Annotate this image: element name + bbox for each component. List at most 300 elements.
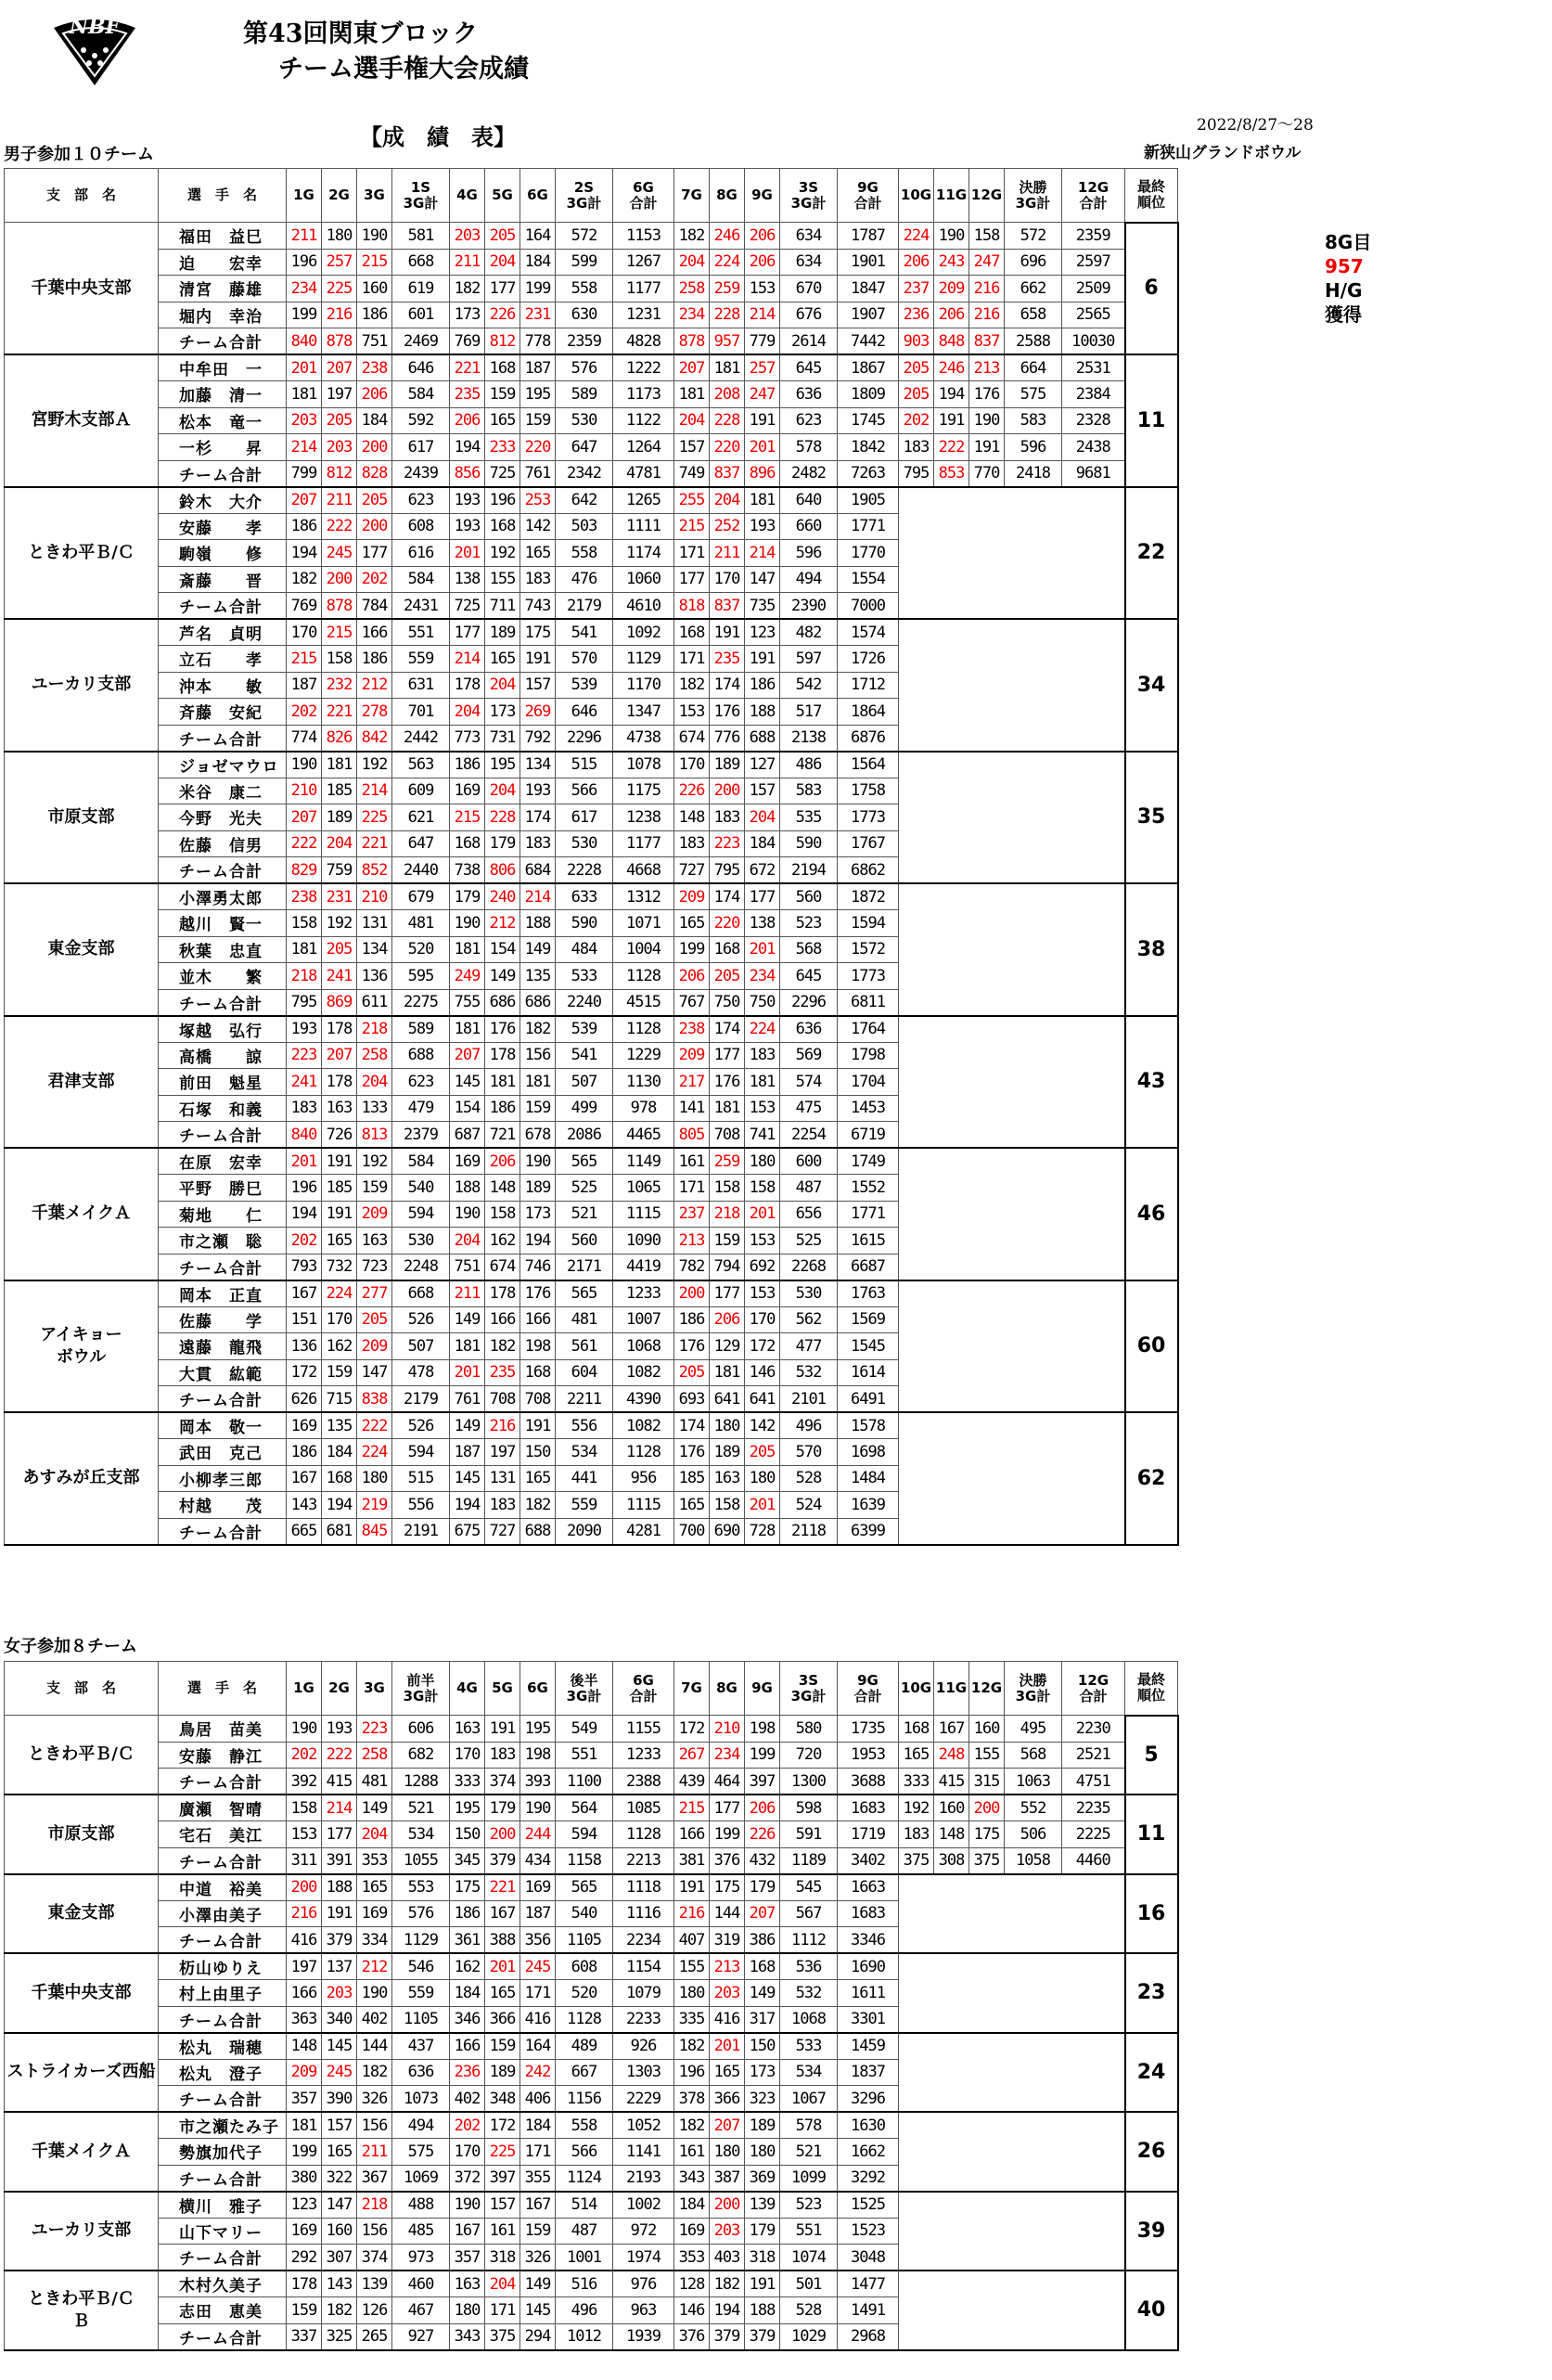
player-row [5, 752, 1178, 778]
empty-cell [1062, 1148, 1125, 1175]
score-cell: 749 [674, 460, 710, 487]
score-cell: 170 [450, 2139, 485, 2166]
player-row [5, 1042, 1178, 1069]
score-cell: 234 [287, 276, 322, 302]
col-header [1062, 1662, 1125, 1716]
score-cell: 183 [520, 830, 556, 857]
score-cell: 211 [322, 487, 357, 514]
score-cell: 570 [556, 646, 613, 673]
score-cell: 4419 [613, 1254, 674, 1280]
score-cell: 367 [357, 2165, 392, 2192]
nbf-logo [48, 15, 141, 89]
score-cell: 641 [710, 1386, 745, 1413]
score-cell: 640 [780, 487, 838, 514]
score-cell: 434 [520, 1847, 556, 1874]
score-cell: 181 [485, 1069, 520, 1096]
score-cell: 182 [357, 2059, 392, 2086]
score-cell: 194 [934, 381, 969, 408]
score-cell: 1128 [556, 2006, 613, 2033]
empty-cell [969, 1953, 1005, 1980]
score-cell: 167 [520, 2192, 556, 2219]
empty-cell [934, 1201, 969, 1228]
score-cell: 138 [745, 910, 780, 937]
score-cell: 343 [674, 2165, 710, 2192]
score-cell: 194 [287, 1201, 322, 1228]
score-cell: 187 [520, 1900, 556, 1927]
player-row [5, 276, 1178, 302]
score-cell: 222 [322, 513, 357, 540]
score-cell: 307 [322, 2245, 357, 2271]
score-cell: 207 [287, 804, 322, 831]
score-cell: 2090 [556, 1518, 613, 1545]
col-header-text: 4G [456, 1679, 478, 1696]
col-header [745, 169, 780, 223]
empty-cell [934, 1927, 969, 1954]
score-cell: 1004 [613, 936, 674, 963]
empty-cell [1005, 2297, 1062, 2324]
score-cell: 1953 [838, 1742, 899, 1769]
empty-cell [1062, 936, 1125, 963]
score-cell: 1058 [1005, 1847, 1062, 1874]
col-header-text: 3G計 [403, 1687, 439, 1705]
col-header-text: 後半 [570, 1671, 598, 1689]
score-cell: 1484 [838, 1465, 899, 1492]
score-cell: 232 [322, 672, 357, 699]
score-cell: 6862 [838, 857, 899, 884]
score-cell: 215 [450, 804, 485, 831]
empty-cell [1005, 725, 1062, 752]
col-header [674, 1662, 710, 1716]
score-cell: 184 [520, 249, 556, 276]
empty-cell [1005, 1148, 1062, 1175]
score-cell: 750 [745, 989, 780, 1016]
score-cell: 2388 [613, 1769, 674, 1795]
score-cell: 193 [322, 1716, 357, 1743]
score-cell: 269 [520, 699, 556, 726]
score-cell: 611 [357, 989, 392, 1016]
empty-cell [1062, 1874, 1125, 1901]
score-cell: 379 [322, 1927, 357, 1954]
score-cell: 129 [710, 1333, 745, 1360]
score-cell: 566 [556, 778, 613, 804]
empty-cell [1005, 1412, 1062, 1439]
col-header-text: 3G計 [790, 194, 827, 212]
empty-cell [1005, 2006, 1062, 2033]
empty-cell [1005, 752, 1062, 778]
score-cell: 375 [899, 1847, 934, 1874]
col-header-text: 3S [798, 178, 819, 196]
score-cell: 572 [1005, 223, 1062, 250]
score-cell: 686 [520, 989, 556, 1016]
final-rank: 38 [1125, 883, 1178, 1016]
empty-cell [1005, 1306, 1062, 1333]
score-cell: 204 [357, 1069, 392, 1096]
col-header-text: 9G [857, 1671, 879, 1689]
score-cell: 1312 [613, 883, 674, 910]
player-name: 中道 裕美 [159, 1874, 287, 1901]
score-cell: 2118 [780, 1518, 838, 1545]
score-cell: 207 [450, 1042, 485, 1069]
col-header [899, 1662, 934, 1716]
score-cell: 539 [556, 672, 613, 699]
score-cell: 806 [485, 857, 520, 884]
score-cell: 599 [556, 249, 613, 276]
score-cell: 133 [357, 1095, 392, 1122]
empty-cell [969, 1900, 1005, 1927]
score-cell: 416 [520, 2006, 556, 2033]
score-cell: 581 [392, 223, 450, 250]
score-cell: 177 [322, 1821, 357, 1848]
player-name: チーム合計 [159, 2165, 287, 2192]
score-cell: 623 [392, 487, 450, 514]
score-cell: 3688 [838, 1769, 899, 1795]
score-cell: 218 [357, 2192, 392, 2219]
score-cell: 578 [780, 434, 838, 461]
branch-name: ユーカリ支部 [5, 619, 159, 752]
score-cell: 1116 [613, 1900, 674, 1927]
score-cell: 238 [357, 354, 392, 381]
score-cell: 169 [357, 1900, 392, 1927]
score-cell: 224 [357, 1439, 392, 1466]
empty-cell [1062, 1980, 1125, 2007]
score-cell: 191 [710, 619, 745, 646]
score-cell: 678 [520, 1122, 556, 1149]
score-cell: 183 [899, 434, 934, 461]
score-cell: 191 [969, 434, 1005, 461]
score-cell: 215 [287, 646, 322, 673]
score-cell: 180 [357, 1465, 392, 1492]
score-cell: 165 [520, 540, 556, 567]
empty-cell [1062, 672, 1125, 699]
score-cell: 569 [780, 1042, 838, 1069]
score-cell: 1264 [613, 434, 674, 461]
score-cell: 206 [674, 963, 710, 990]
player-name: チーム合計 [159, 2245, 287, 2271]
score-cell: 245 [520, 1953, 556, 1980]
score-cell: 530 [780, 1280, 838, 1307]
player-name: 安藤 孝 [159, 513, 287, 540]
score-cell: 201 [745, 434, 780, 461]
score-cell: 191 [322, 1148, 357, 1175]
score-cell: 171 [520, 2139, 556, 2166]
player-row [5, 381, 1178, 408]
score-cell: 154 [485, 936, 520, 963]
col-header-text: 合計 [1079, 1687, 1108, 1705]
score-cell: 731 [485, 725, 520, 752]
empty-cell [969, 672, 1005, 699]
score-cell: 674 [674, 725, 710, 752]
empty-cell [1005, 804, 1062, 831]
score-cell: 688 [745, 725, 780, 752]
score-cell: 173 [520, 1201, 556, 1228]
score-cell: 179 [450, 883, 485, 910]
score-cell: 181 [710, 1359, 745, 1386]
empty-cell [1005, 2086, 1062, 2113]
score-cell: 259 [710, 276, 745, 302]
score-cell: 363 [287, 2006, 322, 2033]
score-cell: 183 [710, 804, 745, 831]
empty-cell [934, 2323, 969, 2350]
score-cell: 343 [450, 2323, 485, 2350]
player-name: チーム合計 [159, 1122, 287, 1149]
player-name: 小柳孝三郎 [159, 1465, 287, 1492]
empty-cell [934, 1465, 969, 1492]
col-header [450, 169, 485, 223]
score-cell: 2431 [392, 593, 450, 620]
empty-cell [1062, 1201, 1125, 1228]
score-cell: 1007 [613, 1306, 674, 1333]
score-cell: 1771 [838, 1201, 899, 1228]
score-cell: 642 [556, 487, 613, 514]
empty-cell [1062, 752, 1125, 778]
score-cell: 137 [322, 1953, 357, 1980]
score-cell: 236 [450, 2059, 485, 2086]
empty-cell [934, 963, 969, 990]
score-cell: 201 [710, 2033, 745, 2060]
score-cell: 708 [710, 1122, 745, 1149]
score-cell: 187 [287, 672, 322, 699]
score-cell: 741 [745, 1122, 780, 1149]
empty-cell [899, 1386, 934, 1413]
score-cell: 795 [710, 857, 745, 884]
score-cell: 533 [780, 2033, 838, 2060]
score-cell: 153 [674, 699, 710, 726]
score-cell: 1156 [556, 2086, 613, 2113]
score-cell: 178 [485, 1280, 520, 1307]
score-cell: 238 [287, 883, 322, 910]
score-cell: 416 [287, 1927, 322, 1954]
score-cell: 149 [357, 1795, 392, 1821]
empty-cell [969, 1122, 1005, 1149]
empty-cell [899, 936, 934, 963]
empty-cell [1005, 1201, 1062, 1228]
player-name: 越川 賢一 [159, 910, 287, 937]
score-cell: 1594 [838, 910, 899, 937]
score-cell: 496 [780, 1412, 838, 1439]
score-cell: 7263 [838, 460, 899, 487]
empty-cell [969, 699, 1005, 726]
score-cell: 1153 [613, 223, 674, 250]
col-header-text: 12G [1077, 178, 1109, 196]
score-cell: 222 [287, 830, 322, 857]
score-cell: 957 [710, 328, 745, 355]
score-cell: 172 [287, 1359, 322, 1386]
empty-cell [969, 2139, 1005, 2166]
empty-cell [969, 1069, 1005, 1096]
score-cell: 228 [710, 407, 745, 434]
score-cell: 258 [357, 1042, 392, 1069]
score-cell: 165 [520, 1465, 556, 1492]
score-cell: 793 [287, 1254, 322, 1280]
score-cell: 1029 [780, 2323, 838, 2350]
score-cell: 163 [450, 2271, 485, 2297]
score-cell: 1122 [613, 407, 674, 434]
empty-cell [969, 566, 1005, 593]
score-cell: 252 [710, 513, 745, 540]
score-cell: 334 [357, 1927, 392, 1954]
score-cell: 183 [485, 1742, 520, 1769]
player-name: 並木 繁 [159, 963, 287, 990]
score-cell: 181 [745, 1069, 780, 1096]
score-cell: 353 [357, 1847, 392, 1874]
player-row [5, 989, 1178, 1016]
score-cell: 170 [450, 1742, 485, 1769]
empty-cell [969, 830, 1005, 857]
score-cell: 175 [969, 1821, 1005, 1848]
empty-cell [969, 1095, 1005, 1122]
score-cell: 246 [934, 354, 969, 381]
score-cell: 311 [287, 1847, 322, 1874]
score-cell: 218 [287, 963, 322, 990]
empty-cell [1062, 487, 1125, 514]
score-cell: 144 [357, 2033, 392, 2060]
score-cell: 416 [710, 2006, 745, 2033]
final-rank: 6 [1125, 223, 1178, 355]
player-row [5, 513, 1178, 540]
score-cell: 7000 [838, 593, 899, 620]
score-cell: 583 [780, 778, 838, 804]
score-cell: 641 [745, 1386, 780, 1413]
player-row [5, 1228, 1178, 1254]
score-cell: 355 [520, 2165, 556, 2192]
empty-cell [1062, 1042, 1125, 1069]
score-cell: 636 [780, 381, 838, 408]
player-row [5, 1254, 1178, 1280]
score-cell: 170 [710, 566, 745, 593]
score-cell: 1564 [838, 752, 899, 778]
score-cell: 1704 [838, 1069, 899, 1096]
player-row [5, 646, 1178, 673]
col-header [556, 169, 613, 223]
branch-name: 千葉メイクＡ [5, 1148, 159, 1280]
player-name: 平野 勝巳 [159, 1175, 287, 1202]
score-cell: 366 [710, 2086, 745, 2113]
score-cell: 1574 [838, 619, 899, 646]
score-cell: 2086 [556, 1122, 613, 1149]
col-header [838, 1662, 899, 1716]
score-cell: 170 [322, 1306, 357, 1333]
score-cell: 322 [322, 2165, 357, 2192]
score-cell: 534 [392, 1821, 450, 1848]
score-cell: 215 [674, 513, 710, 540]
score-cell: 168 [745, 1953, 780, 1980]
branch-name: 東金支部 [5, 883, 159, 1016]
score-cell: 244 [520, 1821, 556, 1848]
score-cell: 204 [710, 487, 745, 514]
score-cell: 1074 [780, 2245, 838, 2271]
score-cell: 521 [392, 1795, 450, 1821]
score-cell: 1267 [613, 249, 674, 276]
score-cell: 1128 [613, 1439, 674, 1466]
score-cell: 2138 [780, 725, 838, 752]
score-cell: 4738 [613, 725, 674, 752]
player-row [5, 223, 1178, 250]
empty-cell [934, 487, 969, 514]
col-header [322, 1662, 357, 1716]
player-row [5, 1465, 1178, 1492]
score-cell: 1639 [838, 1492, 899, 1519]
score-cell: 201 [450, 1359, 485, 1386]
score-cell: 184 [674, 2192, 710, 2219]
score-cell: 1663 [838, 1874, 899, 1901]
empty-cell [1062, 2033, 1125, 2060]
player-row [5, 1847, 1178, 1874]
score-cell: 481 [357, 1769, 392, 1795]
score-cell: 243 [934, 249, 969, 276]
score-cell: 167 [485, 1900, 520, 1927]
score-cell: 207 [322, 354, 357, 381]
score-cell: 1773 [838, 804, 899, 831]
empty-cell [969, 593, 1005, 620]
score-cell: 179 [745, 1874, 780, 1901]
empty-cell [1005, 1042, 1062, 1069]
player-name: 村越 茂 [159, 1492, 287, 1519]
high-game-note [1325, 230, 1371, 327]
score-cell: 241 [287, 1069, 322, 1096]
score-cell: 402 [450, 2086, 485, 2113]
col-header [674, 169, 710, 223]
player-name: 斉藤 安紀 [159, 699, 287, 726]
score-cell: 192 [357, 1148, 392, 1175]
final-rank: 40 [1125, 2271, 1178, 2350]
score-cell: 767 [674, 989, 710, 1016]
score-cell: 535 [780, 804, 838, 831]
empty-cell [1005, 1953, 1062, 1980]
empty-cell [1062, 1412, 1125, 1439]
score-cell: 1719 [838, 1821, 899, 1848]
col-header-text: 合計 [853, 194, 882, 212]
final-rank: 26 [1125, 2112, 1178, 2192]
score-cell: 199 [745, 1742, 780, 1769]
col-header-text: 11G [935, 1679, 968, 1696]
score-cell: 514 [556, 2192, 613, 2219]
branch-name: ときわ平Ｂ/Ｃ [5, 1716, 159, 1795]
score-cell: 160 [934, 1795, 969, 1821]
player-row [5, 2033, 1178, 2060]
womens-results-table [4, 1661, 1179, 2351]
score-cell: 221 [322, 699, 357, 726]
score-cell: 225 [485, 2139, 520, 2166]
score-cell: 180 [745, 2139, 780, 2166]
score-cell: 708 [485, 1386, 520, 1413]
score-cell: 485 [392, 2218, 450, 2245]
score-cell: 1347 [613, 699, 674, 726]
mens-section-label: 男子参加１０チーム [4, 145, 154, 164]
empty-cell [899, 1953, 934, 1980]
empty-cell [899, 2271, 934, 2297]
score-cell: 503 [556, 513, 613, 540]
col-header-text: 10G [900, 1679, 932, 1696]
player-row [5, 1069, 1178, 1096]
empty-cell [934, 1386, 969, 1413]
score-cell: 190 [969, 407, 1005, 434]
score-cell: 201 [745, 936, 780, 963]
score-cell: 534 [780, 2059, 838, 2086]
score-cell: 464 [710, 1769, 745, 1795]
score-cell: 182 [450, 276, 485, 302]
score-cell: 182 [674, 2033, 710, 2060]
score-cell: 551 [392, 619, 450, 646]
score-cell: 159 [485, 2033, 520, 2060]
score-cell: 319 [710, 1927, 745, 1954]
score-cell: 1773 [838, 963, 899, 990]
empty-cell [1005, 2165, 1062, 2192]
score-cell: 200 [969, 1795, 1005, 1821]
empty-cell [934, 1412, 969, 1439]
empty-cell [1062, 725, 1125, 752]
score-cell: 1173 [613, 381, 674, 408]
score-cell: 213 [710, 1953, 745, 1980]
